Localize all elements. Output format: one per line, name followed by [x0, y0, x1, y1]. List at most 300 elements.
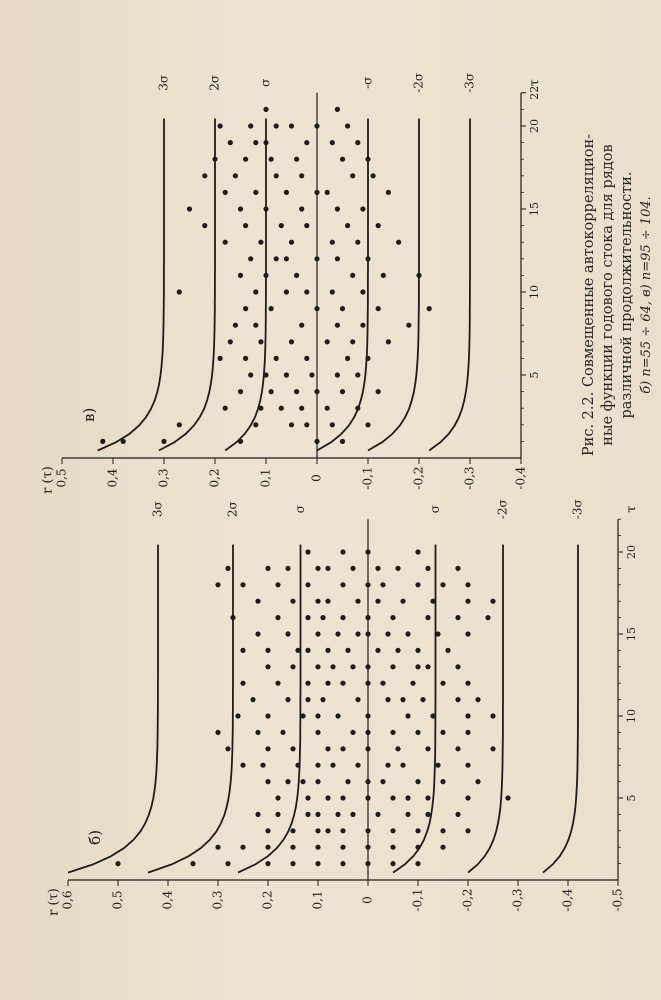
data-point — [265, 861, 270, 866]
data-point — [223, 240, 228, 245]
value-tick-label: -0,5 — [610, 888, 625, 912]
data-point — [240, 681, 245, 686]
data-point — [455, 566, 460, 571]
sigma-curve — [68, 545, 158, 873]
data-point — [365, 356, 370, 361]
data-point — [299, 406, 304, 411]
data-point — [305, 681, 310, 686]
data-point — [305, 697, 310, 702]
data-point — [315, 664, 320, 669]
data-point — [365, 681, 370, 686]
data-point — [228, 339, 233, 344]
data-point — [365, 861, 370, 866]
data-point — [350, 566, 355, 571]
sigma-label: σ — [428, 505, 442, 514]
data-point — [279, 406, 284, 411]
value-tick-label: 0,5 — [110, 890, 125, 910]
data-point — [243, 223, 248, 228]
data-point — [265, 713, 270, 718]
data-point — [445, 648, 450, 653]
data-point — [490, 746, 495, 751]
data-point — [265, 779, 270, 784]
data-point — [275, 681, 280, 686]
data-point — [320, 615, 325, 620]
data-point — [400, 599, 405, 604]
value-tick-label: 0,3 — [210, 890, 225, 910]
data-point — [325, 566, 330, 571]
data-point — [300, 713, 305, 718]
data-point — [385, 697, 390, 702]
data-point — [425, 746, 430, 751]
data-point — [395, 566, 400, 571]
caption-line-2: ные функции годового стока для рядов — [600, 144, 616, 446]
caption-line-1: Рис. 2.2. Совмещенные автокорреляцион- — [581, 133, 597, 457]
data-point — [295, 763, 300, 768]
data-point — [274, 123, 279, 128]
data-point — [228, 140, 233, 145]
data-point — [275, 615, 280, 620]
value-tick-label: 0,1 — [258, 468, 273, 488]
data-point — [465, 681, 470, 686]
data-point — [405, 713, 410, 718]
data-point — [248, 256, 253, 261]
data-point — [365, 730, 370, 735]
panel-label: б) — [86, 829, 104, 845]
data-point — [335, 812, 340, 817]
data-point — [294, 157, 299, 162]
data-point — [314, 190, 319, 195]
data-point — [263, 107, 268, 112]
data-point — [255, 599, 260, 604]
data-point — [330, 240, 335, 245]
data-point — [430, 599, 435, 604]
sigma-curve — [98, 119, 164, 451]
data-point — [289, 422, 294, 427]
data-point — [375, 812, 380, 817]
data-point — [365, 582, 370, 587]
data-point — [380, 582, 385, 587]
data-point — [340, 828, 345, 833]
data-point — [395, 746, 400, 751]
data-point — [435, 763, 440, 768]
data-point — [385, 763, 390, 768]
data-point — [255, 631, 260, 636]
value-tick-label: -0,4 — [513, 466, 528, 490]
data-point — [215, 730, 220, 735]
data-point — [455, 664, 460, 669]
data-point — [265, 664, 270, 669]
data-point — [300, 779, 305, 784]
data-point — [425, 795, 430, 800]
sigma-curve — [148, 545, 233, 873]
data-point — [325, 406, 330, 411]
data-point — [410, 681, 415, 686]
data-point — [415, 779, 420, 784]
data-point — [299, 323, 304, 328]
data-point — [405, 812, 410, 817]
sigma-curve — [317, 119, 368, 451]
panel-b — [47, 499, 640, 916]
data-point — [177, 422, 182, 427]
lag-tick-label: 15 — [625, 627, 638, 641]
lag-tick-label: 5 — [528, 371, 541, 379]
data-point — [365, 256, 370, 261]
data-point — [425, 566, 430, 571]
data-point — [274, 256, 279, 261]
data-point — [290, 664, 295, 669]
data-point — [405, 795, 410, 800]
data-point — [289, 339, 294, 344]
data-point — [340, 615, 345, 620]
value-tick-label: -0,2 — [460, 888, 475, 912]
data-point — [253, 289, 258, 294]
sigma-curve — [543, 545, 578, 873]
data-point — [263, 140, 268, 145]
data-point — [275, 795, 280, 800]
lag-tick-label: 15 — [528, 202, 541, 216]
data-point — [215, 845, 220, 850]
data-point — [355, 406, 360, 411]
data-point — [415, 582, 420, 587]
x-axis-label: τ — [527, 79, 543, 87]
data-point — [304, 223, 309, 228]
value-tick-label: 0,5 — [54, 468, 69, 488]
data-point — [330, 664, 335, 669]
value-tick-label: 0,2 — [207, 468, 222, 488]
data-point — [415, 549, 420, 554]
sigma-label: -3σ — [462, 72, 477, 93]
data-point — [243, 157, 248, 162]
data-point — [240, 763, 245, 768]
data-point — [465, 631, 470, 636]
data-point — [274, 173, 279, 178]
data-point — [285, 697, 290, 702]
data-point — [330, 289, 335, 294]
sigma-curve — [238, 545, 301, 873]
value-tick-label: -0,1 — [360, 466, 375, 490]
data-point — [455, 697, 460, 702]
data-point — [235, 713, 240, 718]
data-point — [305, 549, 310, 554]
data-point — [289, 240, 294, 245]
data-point — [290, 746, 295, 751]
data-point — [455, 615, 460, 620]
data-point — [345, 223, 350, 228]
data-point — [315, 779, 320, 784]
data-point — [440, 681, 445, 686]
data-point — [360, 206, 365, 211]
data-point — [253, 422, 258, 427]
data-point — [376, 223, 381, 228]
caption-line-4: б) n=55 ÷ 64, в) n=95 ÷ 104. — [639, 196, 654, 394]
data-point — [314, 123, 319, 128]
data-point — [400, 697, 405, 702]
data-point — [315, 566, 320, 571]
data-point — [371, 173, 376, 178]
caption-line-3: различной продолжительности. — [619, 171, 635, 419]
lag-tick-label: 22 — [528, 85, 541, 100]
data-point — [375, 566, 380, 571]
data-point — [415, 730, 420, 735]
sigma-label: σ — [293, 505, 307, 514]
lag-tick-label: 5 — [625, 794, 638, 802]
data-point — [269, 306, 274, 311]
data-point — [355, 599, 360, 604]
sigma-curve — [225, 119, 266, 451]
data-point — [335, 372, 340, 377]
data-point — [345, 356, 350, 361]
data-point — [190, 861, 195, 866]
data-point — [340, 306, 345, 311]
data-point — [365, 422, 370, 427]
data-point — [304, 140, 309, 145]
data-point — [325, 648, 330, 653]
data-point — [455, 812, 460, 817]
data-point — [335, 323, 340, 328]
data-point — [260, 763, 265, 768]
data-point — [212, 157, 217, 162]
lag-tick-label: 20 — [625, 545, 638, 559]
data-point — [416, 273, 421, 278]
data-point — [350, 812, 355, 817]
data-point — [315, 828, 320, 833]
data-point — [396, 240, 401, 245]
data-point — [340, 845, 345, 850]
data-point — [315, 763, 320, 768]
data-point — [290, 828, 295, 833]
data-point — [365, 779, 370, 784]
figure-caption — [580, 95, 656, 495]
value-tick-label: -0,2 — [411, 466, 426, 490]
data-point — [365, 828, 370, 833]
data-point — [365, 631, 370, 636]
data-point — [335, 713, 340, 718]
data-point — [253, 140, 258, 145]
data-point — [415, 648, 420, 653]
data-point — [325, 828, 330, 833]
data-point — [248, 372, 253, 377]
data-point — [202, 173, 207, 178]
data-point — [305, 615, 310, 620]
sigma-label: 2σ — [207, 74, 222, 91]
data-point — [295, 648, 300, 653]
data-point — [335, 631, 340, 636]
data-point — [390, 730, 395, 735]
data-point — [325, 599, 330, 604]
data-point — [284, 289, 289, 294]
data-point — [395, 648, 400, 653]
data-point — [350, 730, 355, 735]
value-tick-label: -0,3 — [510, 888, 525, 912]
data-point — [305, 648, 310, 653]
data-point — [330, 422, 335, 427]
data-point — [305, 795, 310, 800]
data-point — [330, 140, 335, 145]
data-point — [440, 730, 445, 735]
data-point — [258, 406, 263, 411]
data-point — [225, 566, 230, 571]
data-point — [255, 730, 260, 735]
data-point — [177, 289, 182, 294]
value-tick-label: -0,1 — [410, 888, 425, 912]
data-point — [365, 549, 370, 554]
data-point — [355, 240, 360, 245]
data-point — [465, 599, 470, 604]
data-point — [465, 730, 470, 735]
data-point — [305, 812, 310, 817]
data-point — [314, 256, 319, 261]
data-point — [325, 190, 330, 195]
data-point — [215, 582, 220, 587]
data-point — [355, 697, 360, 702]
data-point — [243, 356, 248, 361]
data-point — [440, 779, 445, 784]
data-point — [350, 664, 355, 669]
data-point — [284, 190, 289, 195]
data-point — [425, 664, 430, 669]
data-point — [335, 256, 340, 261]
data-point — [425, 615, 430, 620]
data-point — [225, 746, 230, 751]
data-point — [505, 795, 510, 800]
data-point — [490, 713, 495, 718]
data-point — [365, 746, 370, 751]
data-point — [435, 631, 440, 636]
lag-tick-label: 10 — [625, 709, 638, 723]
data-point — [325, 795, 330, 800]
sigma-curve — [468, 545, 503, 873]
data-point — [304, 356, 309, 361]
data-point — [350, 273, 355, 278]
data-point — [381, 273, 386, 278]
data-point — [406, 323, 411, 328]
data-point — [365, 615, 370, 620]
data-point — [225, 861, 230, 866]
data-point — [284, 256, 289, 261]
data-point — [386, 339, 391, 344]
data-point — [425, 812, 430, 817]
data-point — [289, 123, 294, 128]
data-point — [248, 123, 253, 128]
data-point — [390, 664, 395, 669]
data-point — [275, 582, 280, 587]
data-point — [355, 631, 360, 636]
data-point — [238, 389, 243, 394]
data-point — [299, 206, 304, 211]
value-tick-label: 0 — [309, 474, 324, 482]
data-point — [279, 223, 284, 228]
data-point — [465, 795, 470, 800]
data-point — [315, 861, 320, 866]
sigma-curve — [393, 545, 436, 873]
value-tick-label: 0,4 — [160, 890, 175, 910]
data-point — [218, 356, 223, 361]
value-tick-label: -0,4 — [560, 888, 575, 912]
data-point — [240, 648, 245, 653]
data-point — [315, 713, 320, 718]
data-point — [365, 845, 370, 850]
y-axis-label: r (τ) — [46, 888, 62, 916]
data-point — [380, 681, 385, 686]
data-point — [240, 845, 245, 850]
data-point — [285, 566, 290, 571]
data-point — [238, 206, 243, 211]
data-point — [315, 599, 320, 604]
data-point — [314, 439, 319, 444]
data-point — [255, 812, 260, 817]
sigma-label: 3σ — [150, 501, 165, 518]
data-point — [223, 190, 228, 195]
data-point — [265, 845, 270, 850]
data-point — [290, 599, 295, 604]
data-point — [330, 763, 335, 768]
data-point — [340, 157, 345, 162]
data-point — [440, 582, 445, 587]
data-point — [325, 681, 330, 686]
data-point — [305, 582, 310, 587]
sigma-label: -2σ — [411, 72, 426, 93]
data-point — [263, 273, 268, 278]
sigma-curve — [368, 119, 419, 451]
data-point — [465, 582, 470, 587]
data-point — [465, 828, 470, 833]
data-point — [309, 372, 314, 377]
data-point — [269, 157, 274, 162]
data-point — [465, 713, 470, 718]
data-point — [386, 190, 391, 195]
value-tick-label: -0,3 — [462, 466, 477, 490]
data-point — [233, 323, 238, 328]
data-point — [390, 795, 395, 800]
data-point — [100, 439, 105, 444]
data-point — [400, 763, 405, 768]
sigma-label: 3σ — [156, 74, 171, 91]
data-point — [475, 779, 480, 784]
panel-v — [41, 73, 543, 494]
data-point — [325, 746, 330, 751]
data-point — [274, 356, 279, 361]
y-axis-label: r (τ) — [40, 466, 56, 494]
data-point — [280, 730, 285, 735]
data-point — [415, 861, 420, 866]
data-point — [340, 582, 345, 587]
data-point — [340, 439, 345, 444]
data-point — [380, 779, 385, 784]
data-point — [243, 306, 248, 311]
data-point — [415, 845, 420, 850]
data-point — [340, 746, 345, 751]
data-point — [340, 861, 345, 866]
data-point — [375, 648, 380, 653]
data-point — [304, 422, 309, 427]
data-point — [345, 779, 350, 784]
value-tick-label: 0,3 — [156, 468, 171, 488]
lag-tick-label: 10 — [528, 285, 541, 299]
data-point — [365, 157, 370, 162]
data-point — [253, 190, 258, 195]
panel-label: в) — [80, 407, 98, 422]
value-tick-label: 0,1 — [310, 890, 325, 910]
data-point — [360, 323, 365, 328]
data-point — [365, 664, 370, 669]
data-point — [345, 648, 350, 653]
data-point — [290, 845, 295, 850]
data-point — [365, 713, 370, 718]
data-point — [263, 372, 268, 377]
data-point — [265, 746, 270, 751]
value-tick-label: 0 — [360, 896, 375, 904]
data-point — [350, 173, 355, 178]
